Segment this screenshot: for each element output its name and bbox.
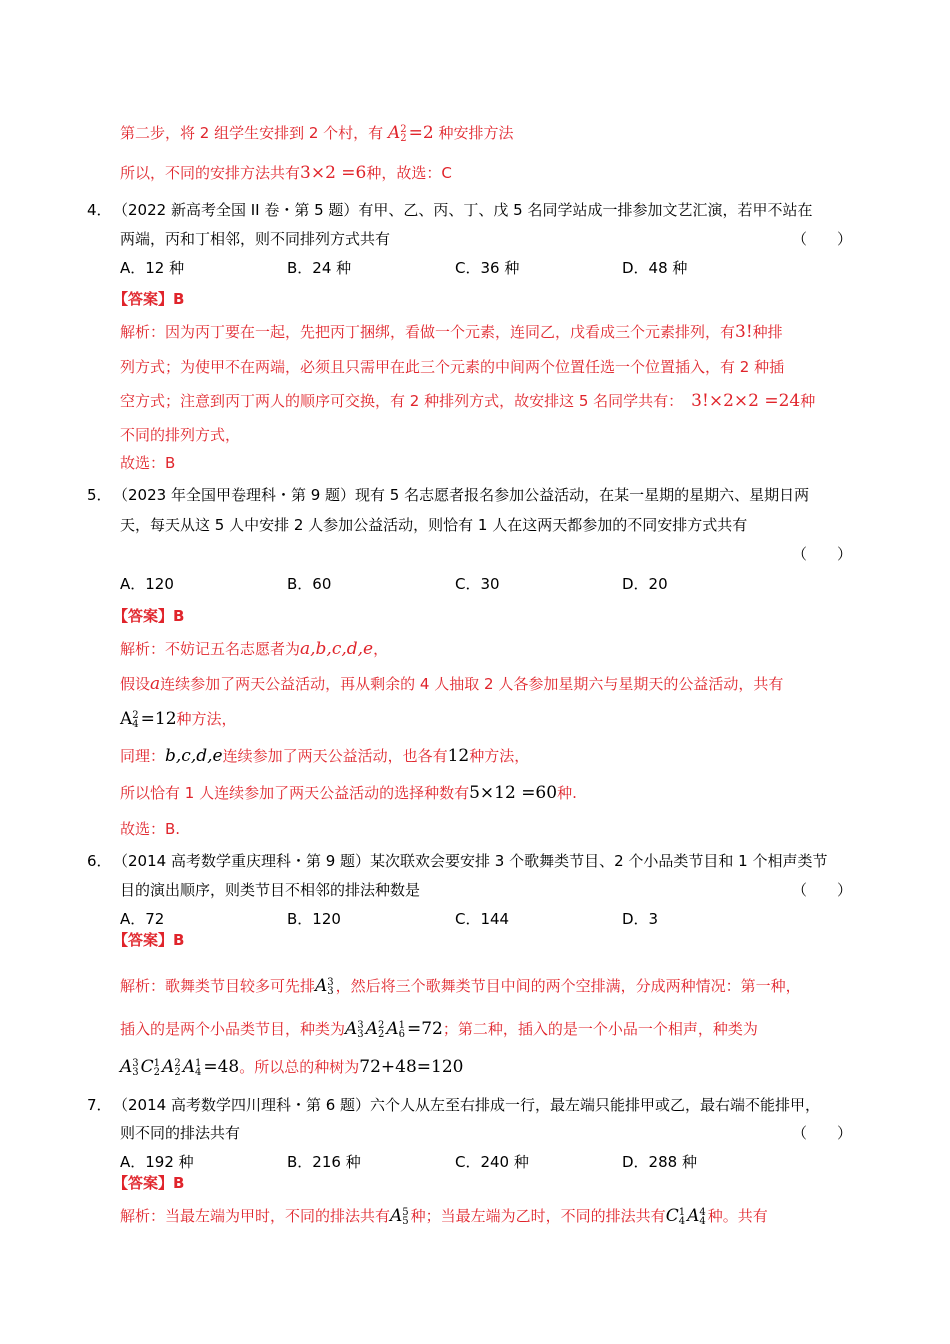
option-d: D．3 [622, 910, 659, 928]
option-c: C．36 种 [455, 259, 520, 277]
option-d: D．48 种 [622, 259, 688, 277]
solution-line: 所以恰有 1 人连续参加了两天公益活动的选择种数有5×12 =60种. [120, 783, 577, 803]
answer-blank: （ ） [792, 545, 853, 563]
question-text: 两端，丙和丁相邻，则不同排列方式共有 [120, 230, 391, 248]
question-number: 5． [87, 486, 112, 504]
answer-label: 【答案】B [113, 1174, 185, 1192]
option-d: D．288 种 [622, 1153, 697, 1171]
solution-line: 解析：因为丙丁要在一起，先把丙丁捆绑，看做一个元素，连同乙，戊看成三个元素排列，有3!种排 [120, 322, 783, 342]
option-c: C．144 [455, 910, 510, 928]
option-c: C．30 [455, 575, 500, 593]
option-b: B．24 种 [287, 259, 352, 277]
question-text: （2022 新高考全国 II 卷・第 5 题）有甲、乙、丙、丁、戊 5 名同学站成一排参加文艺汇演，若甲不站在 [113, 201, 813, 219]
option-b: B．60 [287, 575, 332, 593]
answer-label: 【答案】B [113, 607, 185, 625]
question-number: 4． [87, 201, 112, 219]
summary-line: 所以，不同的安排方法共有3×2 =6种，故选：C [120, 163, 452, 183]
question-number: 7． [87, 1096, 112, 1114]
option-b: B．120 [287, 910, 341, 928]
math-expression: A 2 2 [387, 123, 407, 144]
option-b: B．216 种 [287, 1153, 361, 1171]
solution-line: 故选：B [120, 454, 176, 472]
answer-blank: （ ） [792, 1124, 853, 1142]
question-text: 天，每天从这 5 人中安排 2 人参加公益活动，则恰有 1 人在这两天都参加的不同安排方式共有 [120, 516, 748, 534]
option-a: A．192 种 [120, 1153, 194, 1171]
solution-line: 解析：歌舞类节目较多可先排A 3 3 ，然后将三个歌舞类节目中间的两个空排满，分成两种情况：第一种， [120, 976, 801, 997]
question-text: 则不同的排法共有 [120, 1124, 241, 1142]
solution-line: A 2 4 =12种方法， [120, 709, 237, 730]
step-two-line: 第二步，将 2 组学生安排到 2 个村，有 A 2 2 =2 种安排方法 [120, 123, 514, 144]
solution-line: 假设a连续参加了两天公益活动，再从剩余的 4 人抽取 2 人各参加星期六与星期天的公益活动，共有 [120, 674, 784, 694]
answer-blank: （ ） [792, 230, 853, 248]
answer-blank: （ ） [792, 881, 853, 899]
solution-line: 解析：当最左端为甲时，不同的排法共有A 5 5 种；当最左端为乙时，不同的排法共有C 1 4 A 4 4 种。共有 [120, 1206, 768, 1227]
solution-line: 列方式；为使甲不在两端，必须且只需甲在此三个元素的中间两个位置任选一个位置插入，有 2 种插 [120, 358, 785, 376]
answer-label: 【答案】B [113, 931, 185, 949]
option-a: A．72 [120, 910, 165, 928]
option-c: C．240 种 [455, 1153, 529, 1171]
question-text: （2023 年全国甲卷理科・第 9 题）现有 5 名志愿者报名参加公益活动，在某一星期的星期六、星期日两 [113, 486, 810, 504]
question-number: 6． [87, 852, 112, 870]
option-a: A．120 [120, 575, 174, 593]
question-text: （2014 高考数学重庆理科・第 9 题）某次联欢会要安排 3 个歌舞类节目、2 个小品类节目和 1 个相声类节 [113, 852, 828, 870]
solution-line: 空方式；注意到丙丁两人的顺序可交换，有 2 种排列方式，故安排这 5 名同学共有： 3!×2×2 =24种 [120, 391, 816, 411]
answer-label: 【答案】B [113, 290, 185, 308]
solution-line: 故选：B. [120, 820, 181, 838]
solution-line: 同理：b,c,d,e连续参加了两天公益活动，也各有12种方法， [120, 746, 530, 766]
question-text: 目的演出顺序，则类节目不相邻的排法种数是 [120, 881, 421, 899]
solution-line: A 3 3 C 1 2 A 2 2 A 1 4 =48。所以总的种树为72+48=120 [120, 1057, 464, 1078]
solution-line: 不同的排列方式， [120, 426, 241, 444]
option-d: D．20 [622, 575, 668, 593]
option-a: A．12 种 [120, 259, 185, 277]
question-text: （2014 高考数学四川理科・第 6 题）六个人从左至右排成一行，最左端只能排甲或乙，最右端不能排甲， [113, 1096, 821, 1114]
solution-line: 解析：不妨记五名志愿者为a,b,c,d,e， [120, 639, 389, 659]
solution-line: 插入的是两个小品类节目，种类为A 3 3 A 2 2 A 1 6 =72；第二种，插入的是一个小品一个相声，种类为 [120, 1019, 758, 1040]
